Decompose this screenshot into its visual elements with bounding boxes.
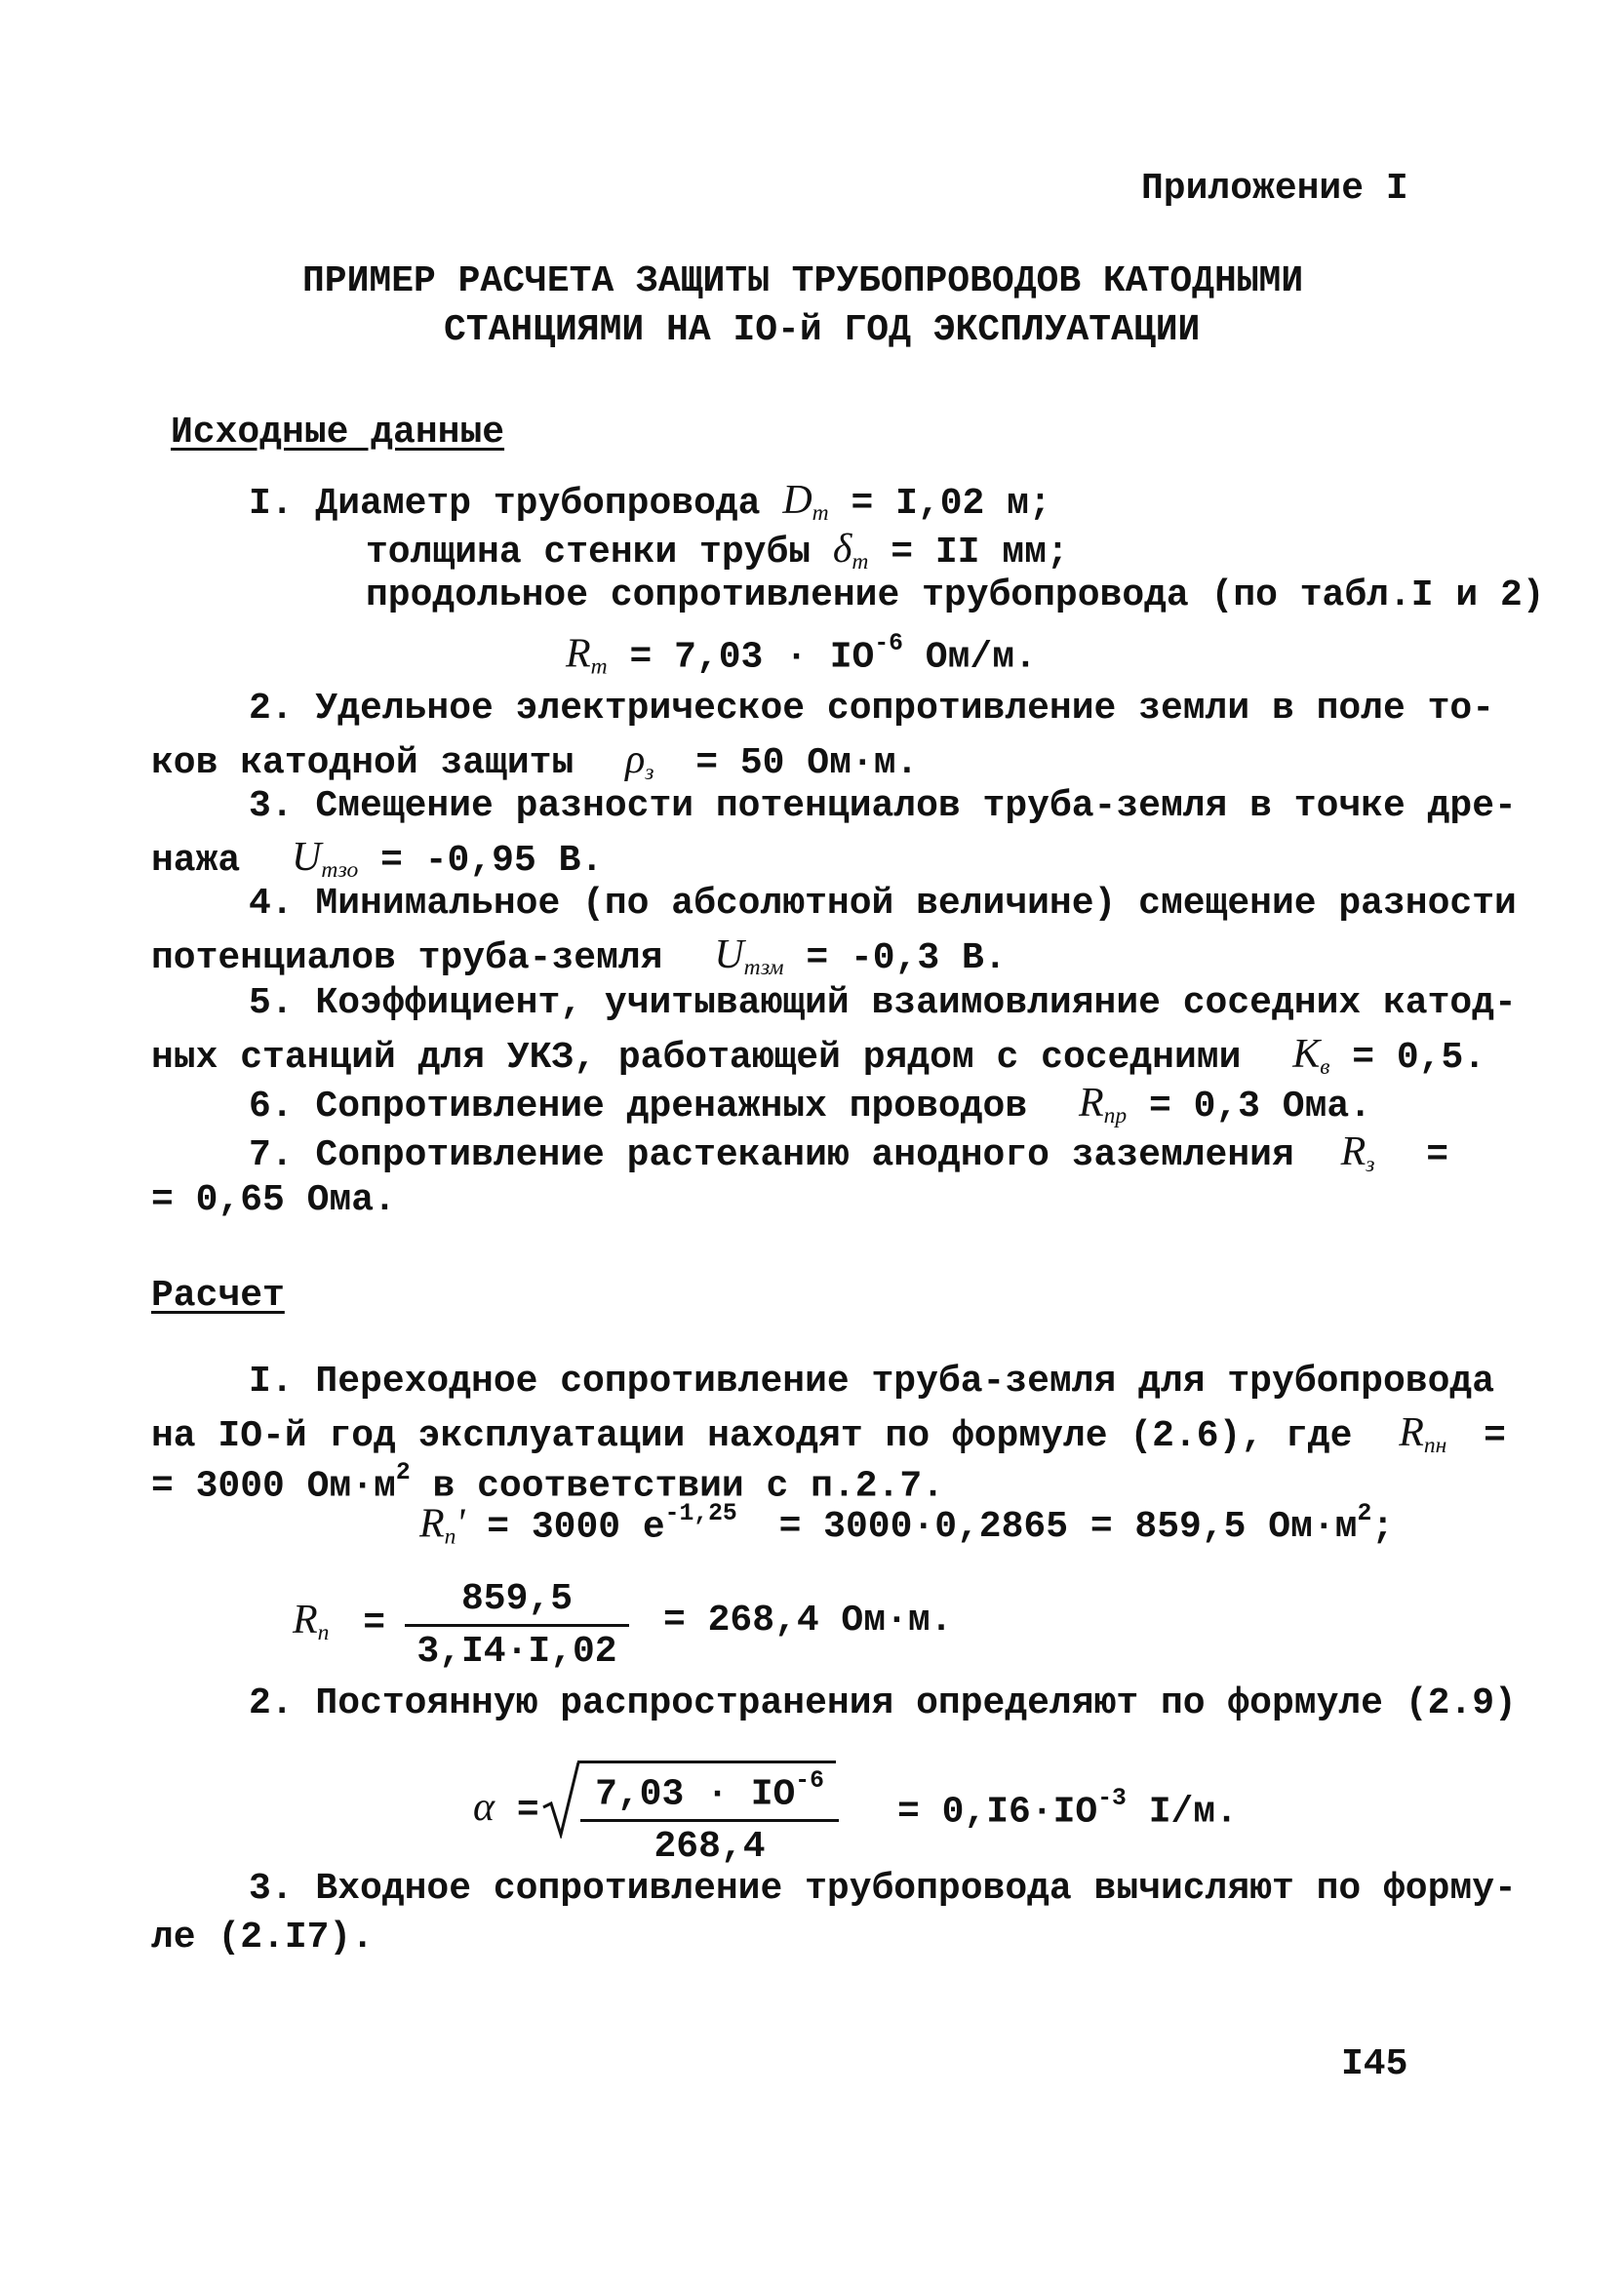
formula-rn-result: = 268,4 Ом·м. xyxy=(663,1600,953,1642)
calc-3-line-1: 3. Входное сопротивление трубопровода вычисляют по форму- xyxy=(249,1868,1517,1910)
item-7-line-1: 7. Сопротивление растеканию анодного заземления $R_з$ = xyxy=(249,1129,1449,1178)
item-2-line-1: 2. Удельное электрическое сопротивление земли в поле то- xyxy=(249,688,1495,730)
formula-alpha-fraction xyxy=(580,1767,839,1868)
item-1-longitudinal-resistance: продольное сопротивление трубопровода (по табл.I и 2) xyxy=(366,574,1545,616)
calculation-heading: Расчет xyxy=(151,1275,285,1317)
fraction-numerator: 859,5 xyxy=(405,1578,629,1627)
item-5-line-1: 5. Коэффициент, учитывающий взаимовлияние соседних катод- xyxy=(249,982,1517,1024)
formula-rn-fraction xyxy=(405,1578,629,1673)
title-line-1: ПРИМЕР РАСЧЕТА ЗАЩИТЫ ТРУБОПРОВОДОВ КАТОДНЫМИ xyxy=(302,260,1304,302)
calc-1-line-1: I. Переходное сопротивление труба-земля для трубопровода xyxy=(249,1361,1495,1403)
alpha-denominator: 268,4 xyxy=(654,1826,766,1869)
calc-2-line: 2. Постоянную распространения определяют по формуле (2.9) xyxy=(249,1682,1517,1724)
fraction-denominator: 3,I4·I,02 xyxy=(416,1631,617,1673)
alpha-numerator: $7,03 \cdot IO^{-6}$ xyxy=(580,1767,839,1822)
item-3-line-2: нажа $U_{тзо} = -0,95$ В. xyxy=(151,835,604,884)
formula-alpha-result: = $0,I6\cdot IO^{-3}$ I/м. xyxy=(897,1785,1238,1834)
title-line-2: СТАНЦИЯМИ НА IO-й ГОД ЭКСПЛУАТАЦИИ xyxy=(444,309,1201,351)
page-number: I45 xyxy=(1341,2043,1408,2085)
item-5-line-2: ных станций для УКЗ, работающей рядом с соседними $K_в = 0,5$. xyxy=(151,1032,1486,1081)
formula-rn-lhs: $R_п$ = xyxy=(293,1598,386,1646)
item-2-line-2: ков катодной защиты $\rho_з = 50$ Ом·м. xyxy=(151,737,919,786)
calc-1-line-3: = 3000 $Ом\cdot м^2$ в соответствии с п.2.7. xyxy=(151,1459,944,1508)
initial-data-heading: Исходные данные xyxy=(171,412,505,454)
calc-1-line-2: на IO-й год эксплуатации находят по формуле (2.6), где $R_{пн}$ = xyxy=(151,1410,1506,1459)
formula-rn-prime: $R_п' = 3000$ $e^{-1,25} = 3000\cdot 0,2865 = 859,5$ $Ом\cdot м^2$; xyxy=(419,1500,1395,1550)
item-1-diameter: I. Диаметр трубопровода $D_т = I,02$ м; xyxy=(249,478,1051,527)
item-1-resistance-formula: $R_т = 7,03 \cdot IO^{-6}$ Ом/м. xyxy=(566,630,1037,680)
item-3-line-1: 3. Смещение разности потенциалов труба-земля в точке дре- xyxy=(249,785,1517,827)
item-1-wall-thickness: толщина стенки трубы $\delta_т$ = II мм; xyxy=(366,527,1069,575)
item-4-line-1: 4. Минимальное (по абсолютной величине) смещение разности xyxy=(249,883,1517,925)
formula-alpha-lhs: α = xyxy=(473,1785,539,1832)
item-7-line-2: = 0,65 Ома. xyxy=(151,1179,396,1221)
appendix-label: Приложение I xyxy=(1141,168,1408,210)
calc-3-line-2: ле (2.I7). xyxy=(151,1917,375,1959)
item-6: 6. Сопротивление дренажных проводов $R_{пр} = 0,3$ Ома. xyxy=(249,1081,1372,1129)
square-root-bar xyxy=(577,1761,836,1763)
square-root-icon xyxy=(541,1761,580,1850)
item-4-line-2: потенциалов труба-земля $U_{тзм} = -0,3$ В. xyxy=(151,932,1007,981)
